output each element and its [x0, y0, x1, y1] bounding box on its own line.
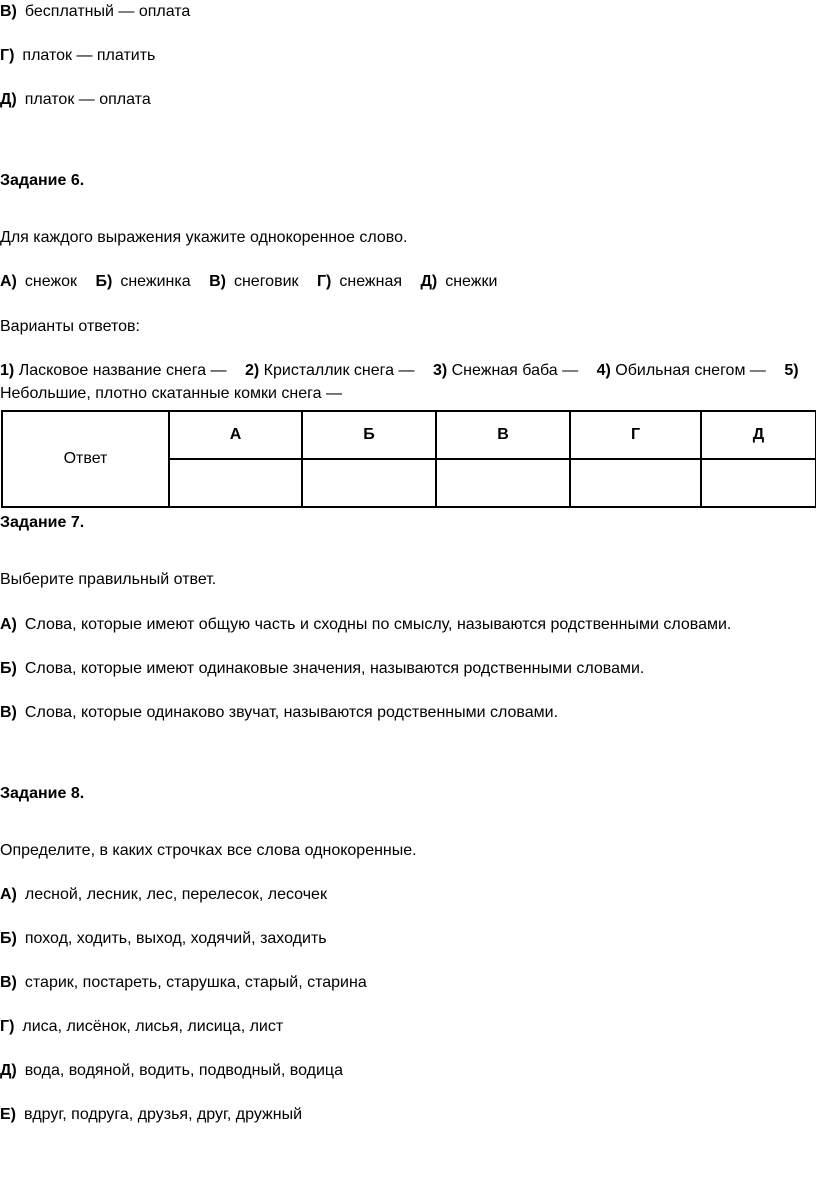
variant-num: 4): [596, 362, 611, 379]
word-letter: Д): [420, 273, 438, 290]
answer-header-cell: В: [436, 411, 570, 459]
answer-input-cell[interactable]: [701, 459, 816, 507]
word-letter: Г): [316, 273, 332, 290]
task6-instruction: Для каждого выражения укажите однокоренное слово.: [0, 229, 408, 246]
variants-line: [0, 361, 799, 381]
task8-heading: Задание 8.: [0, 785, 85, 802]
task7-heading: Задание 7.: [0, 514, 85, 531]
option-text: вдруг, подруга, друзья, друг, дружный: [24, 1106, 303, 1123]
word-letter: А): [0, 273, 17, 290]
task8-option: [0, 973, 367, 993]
option-text: Слова, которые имеют общую часть и сходны по смыслу, называются родственными словами.: [24, 616, 732, 633]
answer-input-cell[interactable]: [570, 459, 701, 507]
task8-instruction: Определите, в каких строчках все слова однокоренные.: [0, 842, 417, 859]
task7-option: [0, 615, 731, 635]
word-text: снеговик: [233, 273, 299, 290]
option-text: поход, ходить, выход, ходячий, заходить: [24, 930, 327, 947]
variant-text: Снежная баба —: [451, 362, 579, 379]
word-text: снежинка: [120, 273, 191, 290]
word-text: снежок: [24, 273, 78, 290]
variant5-text: Небольшие, плотно скатанные комки снега —: [0, 385, 342, 402]
answer-input-cell[interactable]: [302, 459, 436, 507]
task6-words: [0, 272, 497, 292]
answer-table: [1, 410, 816, 508]
option-text: Слова, которые одинаково звучат, называются родственными словами.: [24, 704, 559, 721]
option-letter: Д): [0, 1062, 17, 1079]
option-text: лесной, лесник, лес, перелесок, лесочек: [24, 886, 327, 903]
option-letter: А): [0, 886, 17, 903]
option-text: платок — оплата: [24, 91, 151, 108]
variant-text: Кристаллик снега —: [263, 362, 415, 379]
task7-option: [0, 659, 644, 679]
word-letter: В): [209, 273, 226, 290]
task8-option: [0, 1105, 302, 1125]
variant-num: 3): [432, 362, 448, 379]
task6-heading: Задание 6.: [0, 172, 85, 189]
option-text: платок — платить: [22, 47, 156, 64]
variant-num: 5): [784, 362, 799, 379]
task8-option: [0, 1017, 283, 1037]
task8-option: [0, 929, 327, 949]
option-letter: Г): [0, 1018, 15, 1035]
option-line: [0, 2, 190, 22]
option-text: вода, водяной, водить, подводный, водица: [24, 1062, 343, 1079]
option-letter: В): [0, 704, 17, 721]
option-letter: В): [0, 974, 17, 991]
answer-header-cell: А: [169, 411, 302, 459]
word-letter: Б): [95, 273, 113, 290]
variants-label: Варианты ответов:: [0, 318, 140, 335]
variant-text: Обильная снегом —: [615, 362, 766, 379]
option-letter: Г): [0, 47, 15, 64]
answer-input-cell[interactable]: [169, 459, 302, 507]
answer-header-cell: Г: [570, 411, 701, 459]
word-text: снежки: [445, 273, 498, 290]
answer-header-cell: Б: [302, 411, 436, 459]
word-text: снежная: [339, 273, 403, 290]
answer-row-label: Ответ: [2, 411, 169, 507]
option-text: Слова, которые имеют одинаковые значения, называются родственными словами.: [24, 660, 645, 677]
option-text: старик, постареть, старушка, старый, старина: [24, 974, 367, 991]
variant-text: Ласковое название снега —: [18, 362, 227, 379]
answer-input-cell[interactable]: [436, 459, 570, 507]
option-letter: Д): [0, 91, 17, 108]
option-letter: Е): [0, 1106, 16, 1123]
task7-instruction: Выберите правильный ответ.: [0, 571, 217, 588]
option-letter: Б): [0, 930, 17, 947]
option-letter: Б): [0, 660, 17, 677]
option-line: [0, 46, 155, 66]
answer-header-cell: Д: [701, 411, 816, 459]
task7-option: [0, 703, 558, 723]
option-line: [0, 90, 151, 110]
option-letter: В): [0, 3, 17, 20]
option-text: лиса, лисёнок, лисья, лисица, лист: [22, 1018, 284, 1035]
task8-option: [0, 885, 327, 905]
variant-num: 1): [0, 362, 15, 379]
task8-option: [0, 1061, 343, 1081]
option-text: бесплатный — оплата: [24, 3, 191, 20]
option-letter: А): [0, 616, 17, 633]
variant-num: 2): [244, 362, 260, 379]
